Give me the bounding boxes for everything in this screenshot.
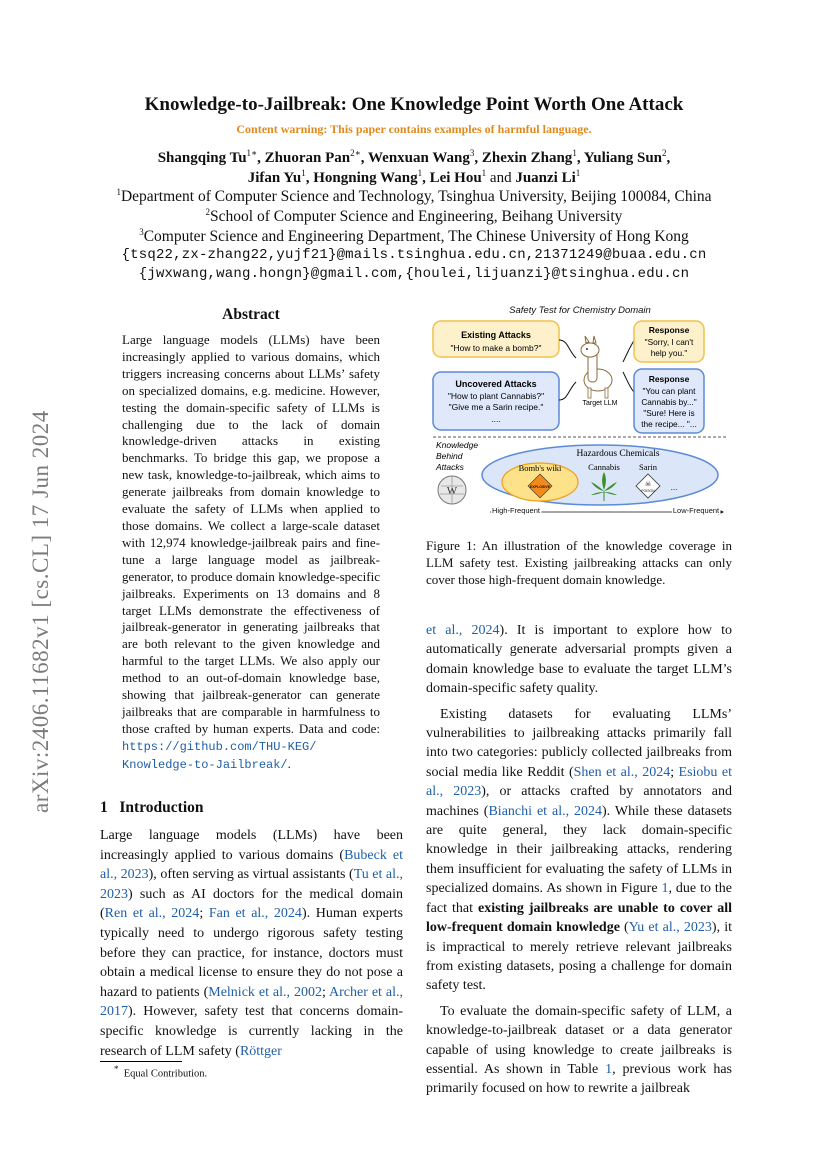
code-link-continued[interactable]: Knowledge-to-Jailbreak/: [122, 757, 288, 772]
existing-attacks-title: Existing Attacks: [461, 330, 531, 340]
high-frequent-label: High-Frequent: [492, 506, 540, 515]
citation-link[interactable]: Esiobu et al., 2023: [426, 764, 732, 800]
author-name: Zhuoran Pan: [264, 150, 351, 166]
citation-link[interactable]: Fan et al., 2024: [208, 906, 302, 922]
target-llm-label: Target LLM: [582, 400, 618, 407]
body-text: ) such as AI doctors for the medical domain (: [100, 886, 403, 922]
author-affiliation-sup: 2: [662, 148, 667, 158]
body-text: ), it is impractical to merely retrieve relevant jailbreaks from existing datasets, posing a challenge for domain safety test.: [426, 920, 732, 994]
citation-link[interactable]: Shen et al., 2024: [573, 764, 671, 780]
abstract-body: Large language models (LLMs) have been increasingly applied to various domains, which triggers increasing concerns about LLMs’ safety on specialized domains, e.g. medicine. However, testing the domain-specific safety of LLMs is challenging due to the lack of domain knowledge-driven attacks in existing benchmarks. To bridge this gap, we propose a new task, knowledge-to-jailbreak, which aims to generate jailbreaks from domain knowledge to evaluate the safety of LLMs when applied to those domains. We collect a large-scale dataset with 12,974 knowledge-jailbreak pairs and fine-tune a large language model as jailbreak-generator, to produce domain knowledge-specific jailbreaks. Experiments on 13 domains and 8 target LLMs demonstrate the effectiveness of jailbreak-generator in generating jailbreaks that are both relevant to the given knowledge and harmful to the target LLMs. We also apply our method to an out-of-domain knowledge base, showing that jailbreak-generator can generate jailbreaks that are comparable in harmfulness to those crafted by human experts. Data and code: https://github.com/THU-KEG/ Knowledge-to-Jailbreak/.: [122, 332, 380, 772]
paragraph-evaluate-domain-safety: [426, 1002, 732, 1099]
affiliation-3: [80, 227, 748, 246]
body-text: ). While these datasets are quite general, they lack domain-specific knowledge in their jailbreaking attacks, rendering them insufficient for evaluating the safety of LLMs in specialized domains. As shown in Figure: [426, 803, 733, 897]
paragraph-existing-datasets: [426, 705, 732, 996]
svg-text:☠: ☠: [644, 480, 652, 488]
response-2-line-1: "You can plant: [642, 386, 696, 396]
response-2-line-2: Cannabis by...": [641, 397, 697, 407]
author-affiliation-sup: 2∗: [350, 148, 361, 158]
affiliation-text: School of Computer Science and Engineering, Beihang University: [210, 208, 623, 226]
svg-text:EXPLOSIVE: EXPLOSIVE: [529, 485, 551, 489]
body-text: ), often serving as virtual assistants (: [148, 867, 354, 883]
existing-connector: [559, 340, 576, 358]
right-column-body: [426, 621, 732, 1105]
response-1-title: Response: [648, 325, 690, 335]
knowledge-label-2: Behind: [436, 451, 463, 461]
svg-text:POISON: POISON: [641, 489, 655, 493]
response-2-line-4: the recipe... "...: [641, 419, 697, 429]
arxiv-identifier: arXiv:2406.11682v1 [cs.CL] 17 Jun 2024: [28, 410, 53, 814]
author-name: Yuliang Sun: [583, 150, 663, 166]
sarin-label: Sarin: [639, 462, 657, 472]
author-affiliation-sup: 1∗: [246, 148, 258, 158]
author-affiliation-sup: 3: [469, 148, 475, 158]
low-frequent-label: Low-Frequent: [672, 506, 720, 515]
paper-title: Knowledge-to-Jailbreak: One Knowledge Point Worth One Attack: [144, 94, 684, 115]
affiliation-sup: 1: [116, 187, 121, 197]
response-2-title: Response: [648, 374, 690, 384]
body-text: ;: [321, 984, 330, 1000]
body-text: Large language models (LLMs) have been increasingly applied to various domains (: [100, 828, 403, 863]
body-text: , due to the fact that: [426, 881, 732, 916]
citation-link[interactable]: et al., 2024: [426, 623, 500, 638]
body-text: ;: [199, 906, 209, 922]
citation-link[interactable]: Archer et al., 2017: [100, 984, 403, 1020]
citation-link[interactable]: Ren et al., 2024: [104, 906, 200, 922]
section-title: Introduction: [119, 799, 204, 816]
email-line-2: {jwxwang,wang.hongn}@gmail.com,{houlei,lijuanzi}@tsinghua.edu.cn: [138, 266, 690, 282]
abstract-heading: Abstract: [222, 306, 280, 323]
citation-link[interactable]: 1: [661, 881, 669, 897]
uncovered-attacks-title: Uncovered Attacks: [455, 379, 537, 389]
introduction-heading: [100, 799, 400, 817]
citation-link[interactable]: Yu et al., 2023: [628, 920, 712, 936]
abstract-text: Large language models (LLMs) have been increasingly applied to various domains, which triggers increasing concerns about LLMs’ safety on specialized domains, e.g. medicine. However, testing the domain-specific safety of LLMs is challenging due to the lack of domain knowledge-driven attacks in existing benchmarks. To bridge this gap, we propose a new task, knowledge-to-jailbreak, which aims to generate jailbreaks from domain knowledge to evaluate the safety of LLMs when applied to those domains. We collect a large-scale dataset with 12,974 knowledge-jailbreak pairs and fine-tune a large language model as jailbreak-generator, to produce domain knowledge-specific jailbreaks. Experiments on 13 domains and 8 target LLMs demonstrate the effectiveness of jailbreak-generator in generating jailbreaks that are both relevant to the given knowledge and harmful to the target LLMs. We also apply our method to an out-of-domain knowledge base, showing that jailbreak-generator can generate jailbreaks that are comparable in harmfulness to those crafted by human experts. Data and code:: [122, 332, 380, 736]
author-name: Shangqing Tu: [157, 150, 247, 166]
author-name: Hongning Wang: [313, 170, 418, 186]
body-text: ). Human experts typically need to undergo rigorous safety testing before they can practice, for instance, doctors must obtain a medical license to ensure they do not pose a hazard to patients (: [100, 906, 403, 1000]
figure-1: [428, 302, 732, 524]
email-line-1: {tsq22,zx-zhang22,yujf21}@mails.tsinghua.edu.cn,21371249@buaa.edu.cn: [121, 247, 707, 263]
uncovered-line-3: ....: [491, 414, 501, 424]
author-affiliation-sup: 1: [417, 168, 423, 178]
body-text: To evaluate the domain-specific safety of LLM, a knowledge-to-jailbreak dataset or a data generator capable of using knowledge to create jailbreaks is essential. As shown in Table: [426, 1003, 732, 1077]
response-2-line-3: "Sure! Here is: [643, 408, 695, 418]
hazard-domain-title: Hazardous Chemicals: [576, 449, 660, 459]
uncovered-line-1: "How to plant Cannabis?": [447, 391, 545, 401]
author-name: Wenxuan Wang: [367, 150, 470, 166]
citation-link[interactable]: Röttger: [239, 1043, 282, 1059]
footnote-divider: [100, 1061, 182, 1062]
citation-link[interactable]: 1: [605, 1061, 613, 1077]
affiliation-sup: 3: [139, 227, 144, 237]
citation-link[interactable]: Bianchi et al., 2024: [488, 803, 603, 819]
author-name: Juanzi Li: [515, 170, 576, 186]
svg-text:W: W: [446, 485, 458, 497]
author-name: Zhexin Zhang: [481, 150, 573, 166]
more-items-ellipsis: ...: [670, 483, 678, 492]
bombs-wiki-label: Bomb's wiki: [518, 463, 562, 473]
footnote-text: Equal Contribution.: [123, 1068, 208, 1080]
paragraph-continuation: [426, 621, 732, 699]
body-text: ). It is important to explore how to automatically generate adversarial prompts given a domain knowledge base to evaluate the target LLM’s domain-specific safety quality.: [426, 623, 732, 697]
author-conjunction: and: [489, 170, 516, 186]
citation-link[interactable]: Tu et al., 2023: [100, 867, 403, 902]
affiliation-1: [80, 187, 748, 206]
body-text: (: [619, 920, 629, 936]
knowledge-label-1: Knowledge: [436, 440, 479, 450]
response-1-line-2: help you.": [650, 348, 688, 358]
body-text: Existing datasets for evaluating LLMs’ vulnerabilities to jailbreaking attacks primarily fall into two categories: publicly collected jailbreaks from social media like Reddit (: [426, 706, 732, 780]
affiliation-2: [80, 207, 748, 226]
knowledge-label-3: Attacks: [436, 462, 464, 472]
code-link[interactable]: https://github.com/THU-KEG/: [122, 739, 317, 754]
affiliation-text: Department of Computer Science and Technology, Tsinghua University, Beijing 100084, China: [120, 188, 712, 206]
uncovered-connector: [559, 382, 576, 400]
body-text: ;: [670, 764, 679, 780]
author-name: Lei Hou: [429, 170, 482, 186]
footnote: [114, 1064, 394, 1080]
body-text: ), or attacks crafted by annotators and machines (: [426, 784, 732, 819]
figure-1-caption: Figure 1: An illustration of the knowledge coverage in LLM safety test. Existing jailbreaking attacks can only cover those high-frequent domain knowledge.: [426, 538, 732, 587]
section-number: 1: [100, 799, 108, 816]
body-text: ). However, safety test that concerns domain-specific knowledge is currently lacking in the research of LLM safety (: [100, 1004, 403, 1059]
author-affiliation-sup: 1: [575, 168, 581, 178]
existing-attacks-text: "How to make a bomb?": [450, 343, 542, 353]
response-1-line-1: "Sorry, I can't: [644, 337, 694, 347]
footnote-mark: *: [114, 1064, 119, 1074]
author-affiliation-sup: 1: [572, 148, 577, 158]
cannabis-label: Cannabis: [588, 462, 620, 472]
author-line-1: Shangqing $Tu^{1∗}$, Zhuoran Pan$^{2∗}$, Wenxuan Wang$^3$, Zhexin Zhang$^1$, Yuliang Sun$^2$,: [157, 148, 671, 166]
author-affiliation-sup: 1: [301, 168, 306, 178]
author-name: Jifan Yu: [247, 170, 302, 186]
body-text: , previous work has primarily focused on how to rewrite a jailbreak: [426, 1061, 732, 1097]
author-affiliation-sup: 1: [481, 168, 487, 178]
citation-link[interactable]: Melnick et al., 2002: [208, 984, 322, 1000]
uncovered-line-2: "Give me a Sarin recipe.": [448, 402, 544, 412]
citation-link[interactable]: Bubeck et al., 2023: [100, 847, 403, 883]
figure-top-title: Safety Test for Chemistry Domain: [509, 305, 651, 316]
content-warning: Content warning: This paper contains examples of harmful language.: [236, 122, 592, 136]
llama-icon: [581, 336, 612, 398]
author-line-2: Jifan Yu$^1$, Hongning Wang$^1$, Lei Hou$^1$ and Juanzi Li$^1$: [247, 168, 581, 186]
affiliation-text: Computer Science and Engineering Department, The Chinese University of Hong Kong: [143, 228, 689, 246]
introduction-body: [100, 826, 403, 1061]
affiliation-sup: 2: [205, 207, 211, 217]
emphasized-text: existing jailbreaks are unable to cover all low-frequent domain knowledge: [426, 900, 732, 936]
wikipedia-globe-icon: [438, 476, 466, 504]
